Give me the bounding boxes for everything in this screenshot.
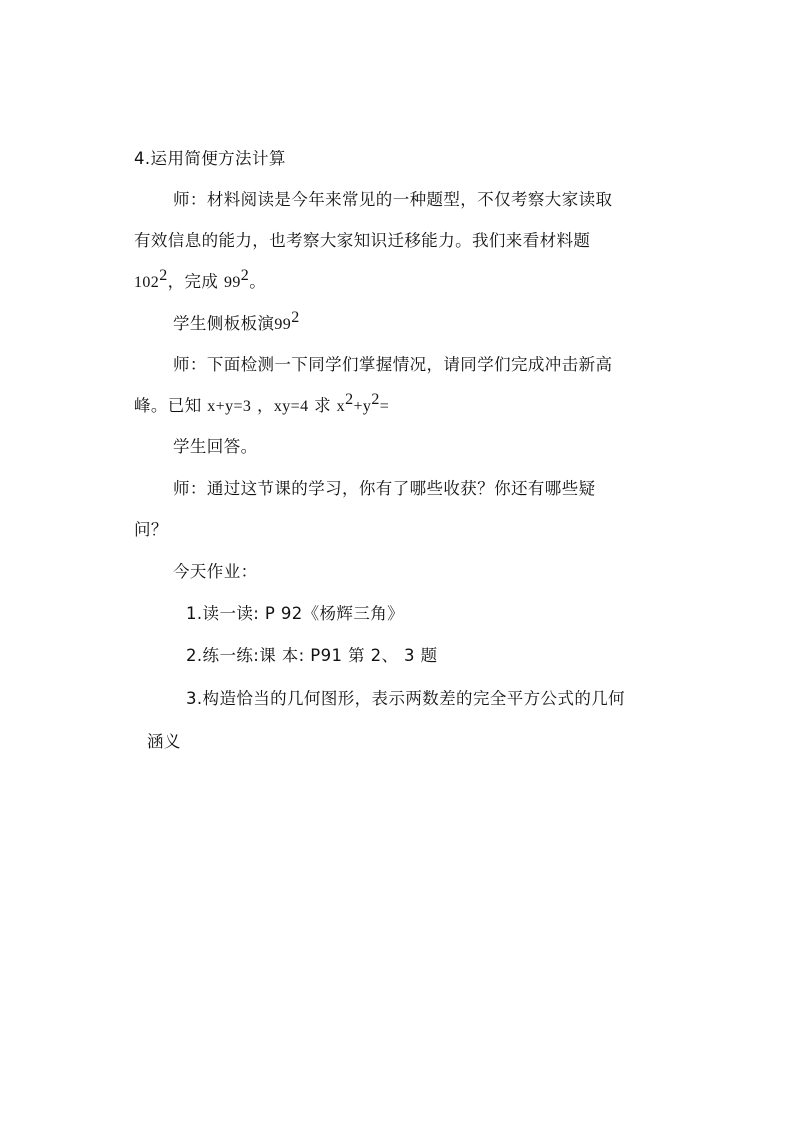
homework-title-text: 今天作业： bbox=[173, 562, 258, 581]
paragraph-teacher-3-line-2 bbox=[134, 519, 168, 541]
homework-item-text: 2.练一练:课 本: P91 第 2、 3 题 bbox=[186, 646, 438, 665]
section-title-text: 4.运用简便方法计算 bbox=[134, 149, 286, 168]
number-99: 99 bbox=[223, 274, 241, 291]
number-99: 99 bbox=[274, 316, 292, 333]
paragraph-text: 通过这节课的学习，你有了哪些收获？你还有哪些疑 bbox=[206, 479, 596, 498]
paragraph-teacher-2-line-2 bbox=[134, 391, 390, 418]
homework-item-1 bbox=[186, 603, 404, 625]
exponent: 2 bbox=[291, 309, 300, 326]
paragraph-text: ， bbox=[251, 396, 274, 415]
paragraph-teacher-3-line-1 bbox=[173, 478, 596, 500]
exponent: 2 bbox=[345, 391, 354, 408]
homework-item-text: 涵义 bbox=[147, 732, 181, 751]
paragraph-text: 下面检测一下同学们掌握情况，请同学们完成冲击新高 bbox=[206, 355, 613, 374]
homework-item-text: 1.读一读: P 92《杨辉三角》 bbox=[186, 604, 405, 623]
paragraph-text: 。 bbox=[249, 272, 267, 291]
paragraph-teacher-1-line-3 bbox=[134, 267, 267, 294]
homework-item-2 bbox=[186, 645, 437, 667]
teacher-label: 师： bbox=[173, 355, 207, 374]
paragraph-text: ，完成 bbox=[167, 272, 224, 291]
paragraph-teacher-1-line-2 bbox=[134, 230, 590, 252]
equation: xy=4 bbox=[273, 398, 309, 415]
variable-x: x bbox=[336, 398, 346, 415]
number-102: 102 bbox=[134, 274, 160, 291]
equation: x+y=3 bbox=[207, 398, 252, 415]
paragraph-text: 问？ bbox=[134, 520, 168, 539]
paragraph-text: 有效信息的能力，也考察大家知识迁移能力。我们来看材料题 bbox=[134, 231, 591, 250]
paragraph-teacher-1-line-1 bbox=[173, 189, 612, 211]
teacher-label: 师： bbox=[173, 479, 207, 498]
homework-title bbox=[173, 561, 258, 583]
section-title bbox=[134, 148, 286, 170]
paragraph-text: 峰。已知 bbox=[134, 396, 208, 415]
homework-item-3-line-1 bbox=[186, 688, 625, 710]
exponent: 2 bbox=[371, 391, 380, 408]
paragraph-text: 学生侧板板演 bbox=[173, 314, 275, 333]
paragraph-text: 求 bbox=[308, 396, 337, 415]
paragraph-student-answer bbox=[173, 436, 258, 458]
equals-sign: = bbox=[379, 398, 390, 415]
paragraph-teacher-2-line-1 bbox=[173, 354, 612, 376]
homework-item-3-line-2 bbox=[147, 731, 181, 753]
paragraph-text: 材料阅读是今年来常见的一种题型，不仅考察大家读取 bbox=[206, 190, 613, 209]
exponent: 2 bbox=[240, 267, 250, 284]
homework-item-text: 3.构造恰当的几何图形，表示两数差的完全平方公式的几何 bbox=[186, 689, 626, 708]
variable-y: +y bbox=[353, 398, 372, 415]
paragraph-text: 学生回答。 bbox=[173, 437, 258, 456]
paragraph-student-board bbox=[173, 309, 300, 336]
teacher-label: 师： bbox=[173, 190, 207, 209]
exponent: 2 bbox=[159, 267, 168, 284]
